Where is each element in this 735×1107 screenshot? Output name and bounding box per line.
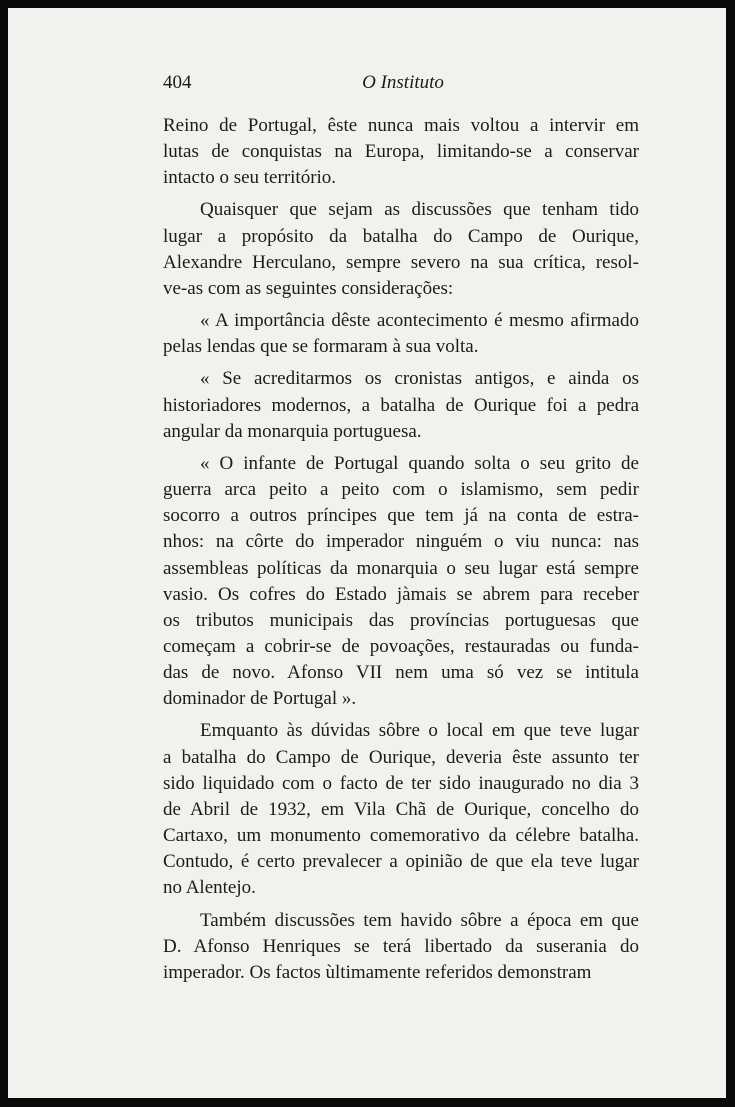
text-line: Reino de Portugal, êste nunca mais voltou a intervir em — [163, 115, 639, 136]
text-line: historiadores modernos, a batalha de Ourique foi a pedra — [163, 394, 639, 416]
paragraph — [163, 113, 639, 191]
book-page — [8, 8, 726, 1098]
text-line: de Abril de 1932, em Vila Chã de Ourique, concelho do — [163, 798, 639, 820]
text-line: ve-as com as seguintes considerações: — [163, 277, 454, 299]
text-line: Cartaxo, um monumento comemorativo da célebre batalha. — [163, 825, 639, 847]
text-line: Emquanto às dúvidas sôbre o local em que teve lugar — [200, 720, 639, 742]
text-line: Também discussões tem havido sôbre a época em que — [200, 909, 639, 931]
text-line: no Alentejo. — [163, 877, 256, 899]
page-header — [163, 72, 643, 100]
text-line: guerra arca peito a peito com o islamismo, sem pedir — [163, 479, 639, 501]
running-title: O Instituto — [362, 72, 444, 93]
text-line: das de novo. Afonso VII nem uma só vez se intitula — [163, 662, 639, 684]
paragraph — [163, 908, 639, 986]
text-line: D. Afonso Henriques se terá libertado da suserania do — [163, 935, 639, 957]
paragraph — [163, 366, 639, 444]
text-line: sido liquidado com o facto de ter sido inaugurado no dia 3 — [163, 772, 639, 794]
text-line: Alexandre Herculano, sempre severo na sua crítica, resol- — [163, 251, 639, 273]
text-line: nhos: na côrte do imperador ninguém o viu nunca: nas — [163, 531, 639, 553]
paragraph — [163, 718, 639, 901]
text-line: intacto o seu território. — [163, 167, 337, 189]
paragraph — [163, 451, 639, 713]
text-line: vasio. Os cofres do Estado jàmais se abrem para receber — [163, 583, 639, 605]
text-line: « A importância dêste acontecimento é mesmo afirmado — [200, 310, 639, 332]
text-line: socorro a outros príncipes que tem já na conta de estra- — [163, 505, 639, 527]
text-line: pelas lendas que se formaram à sua volta. — [163, 336, 479, 358]
paragraph — [163, 308, 639, 360]
text-line: os tributos municipais das províncias portuguesas que — [163, 609, 639, 631]
text-line: Quaisquer que sejam as discussões que tenham tido — [200, 199, 639, 221]
text-line: dominador de Portugal ». — [163, 688, 357, 710]
body-text — [163, 113, 639, 986]
text-line: « Se acreditarmos os cronistas antigos, e ainda os — [200, 368, 639, 390]
text-line: angular da monarquia portuguesa. — [163, 420, 422, 442]
text-line: imperador. Os factos ùltimamente referidos demonstram — [163, 961, 592, 983]
text-line: assembleas políticas da monarquia o seu lugar está sempre — [163, 557, 639, 579]
page-number: 404 — [163, 72, 192, 93]
text-line: lugar a propósito da batalha do Campo de Ourique, — [163, 225, 639, 247]
text-line: começam a cobrir-se de povoações, restauradas ou funda- — [163, 635, 639, 657]
text-line: lutas de conquistas na Europa, limitando-se a conservar — [163, 141, 639, 163]
text-line: a batalha do Campo de Ourique, deveria êste assunto ter — [163, 746, 639, 768]
paragraph — [163, 197, 639, 302]
text-line: Contudo, é certo prevalecer a opinião de que ela teve lugar — [163, 851, 639, 873]
text-line: « O infante de Portugal quando solta o seu grito de — [200, 452, 639, 474]
